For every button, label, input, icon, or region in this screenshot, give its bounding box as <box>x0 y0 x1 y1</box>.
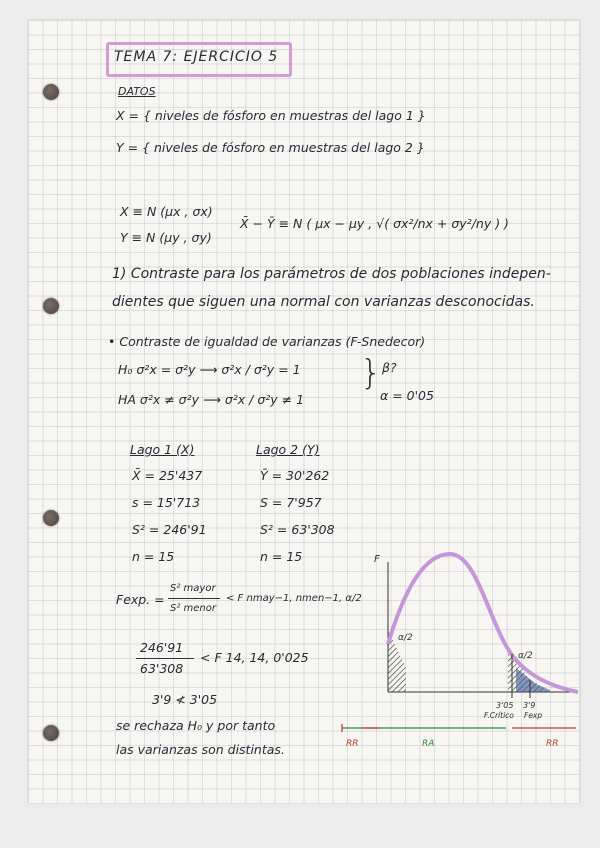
lago2-n: n = 15 <box>260 549 303 564</box>
fexp-rhs: < F nmay−1, nmen−1, α/2 <box>226 593 362 604</box>
rr-left-label: RR <box>346 739 359 749</box>
difference-distribution: X̄ − Ȳ ≡ N ( μx − μy , √( σx²/nx + σy²/ny ) ) <box>240 216 509 231</box>
binder-hole <box>43 510 59 526</box>
x-distribution: X ≡ N (μx , σx) <box>120 204 213 219</box>
fexp-numerator: S² mayor <box>170 583 216 594</box>
binder-hole <box>43 84 59 100</box>
binder-hole <box>43 725 59 741</box>
beta-question: β? <box>382 360 397 375</box>
density-curve <box>388 554 578 692</box>
binder-hole <box>43 298 59 314</box>
lago2-header: Lago 2 (Y) <box>256 442 320 457</box>
comparison: 3'9 ≮ 3'05 <box>152 692 218 707</box>
crit-value: 3'05 <box>496 701 514 710</box>
fraction-line <box>136 658 194 659</box>
graph-f-label: F <box>374 554 380 565</box>
null-hypothesis: H₀ σ²x = σ²y ⟶ σ²x / σ²y = 1 <box>118 362 301 377</box>
notebook-page <box>28 20 580 803</box>
lago1-n: n = 15 <box>132 549 175 564</box>
y-distribution: Y ≡ N (μy , σy) <box>120 230 212 245</box>
page-title: TEMA 7: EJERCICIO 5 <box>114 49 279 65</box>
lago2-mean: Ȳ = 30'262 <box>260 468 330 483</box>
y-definition: Y = { niveles de fósforo en muestras del lago 2 } <box>116 140 425 155</box>
alternative-hypothesis: HA σ²x ≠ σ²y ⟶ σ²x / σ²y ≠ 1 <box>118 392 305 407</box>
fraction-line <box>168 598 220 599</box>
intro-line-1: 1) Contraste para los parámetros de dos poblaciones indepen- <box>112 266 551 282</box>
fexp-label-graph: Fexp <box>524 711 543 720</box>
lago1-header: Lago 1 (X) <box>130 442 195 457</box>
brace-icon: } <box>360 353 382 393</box>
fexp-denominator: S² menor <box>170 603 216 614</box>
crit-label: F.Crítico <box>484 711 514 720</box>
lago1-mean: X̄ = 25'437 <box>132 468 203 483</box>
conclusion-line-1: se rechaza H₀ y por tanto <box>116 718 276 733</box>
calc-numerator: 246'91 <box>140 640 184 655</box>
fexp-label: Fexp. = <box>116 592 165 607</box>
lago2-s: S = 7'957 <box>260 495 322 510</box>
lago1-s: s = 15'713 <box>132 495 201 510</box>
alpha-left-label: α/2 <box>398 633 413 643</box>
rr-right-label: RR <box>546 739 559 749</box>
conclusion-line-2: las varianzas son distintas. <box>116 742 285 757</box>
calc-rhs: < F 14, 14, 0'025 <box>200 650 309 665</box>
ra-label: RA <box>422 739 435 749</box>
test-title: • Contraste de igualdad de varianzas (F-Snedecor) <box>108 334 426 349</box>
f-distribution-graph <box>346 548 576 768</box>
calc-denominator: 63'308 <box>140 661 184 676</box>
x-definition: X = { niveles de fósforo en muestras del lago 1 } <box>116 108 426 123</box>
alpha-right-label: α/2 <box>518 651 533 661</box>
lago2-s2: S² = 63'308 <box>260 522 335 537</box>
lago1-s2: S² = 246'91 <box>132 522 207 537</box>
alpha-value: α = 0'05 <box>380 388 434 403</box>
datos-label: DATOS <box>118 85 156 98</box>
fexp-value: 3'9 <box>523 701 536 710</box>
intro-line-2: dientes que siguen una normal con varianzas desconocidas. <box>112 294 535 310</box>
